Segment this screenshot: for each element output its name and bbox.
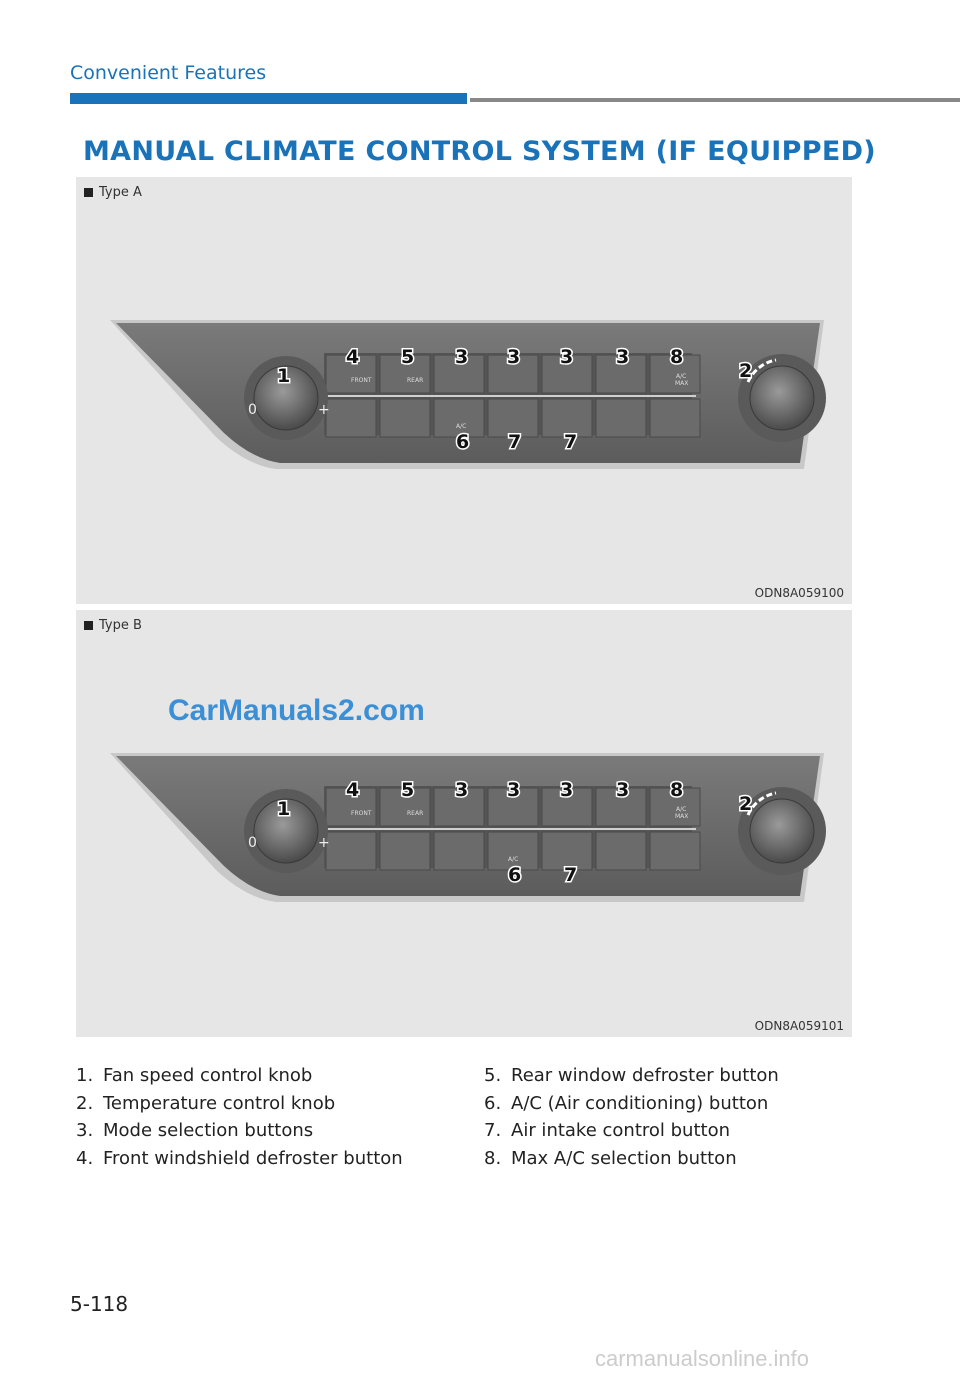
image-code: ODN8A059100	[754, 586, 844, 600]
callout-number: 7	[508, 431, 522, 453]
callout-number: 6	[456, 431, 470, 453]
ac-button-label: A/C	[508, 856, 519, 863]
front-defrost-button-label: FRONT	[351, 377, 372, 384]
fan-knob-zero-mark: 0	[248, 402, 257, 418]
ac-max-button-label-2: MAX	[675, 380, 689, 387]
image-code: ODN8A059101	[754, 1019, 844, 1033]
callout-number: 5	[401, 779, 415, 801]
callout-number: 3	[616, 779, 630, 801]
ac-button-label: A/C	[456, 423, 467, 430]
callout-number: 3	[455, 346, 469, 368]
watermark-text: CarManuals2.com	[168, 694, 425, 727]
fan-knob-plus-mark: +	[318, 402, 330, 418]
climate-panel-illustration	[76, 177, 852, 604]
page-heading: MANUAL CLIMATE CONTROL SYSTEM (IF EQUIPPED)	[83, 136, 876, 167]
callout-number: 3	[455, 779, 469, 801]
footer-site-watermark: carmanualsonline.info	[595, 1346, 810, 1371]
header-rule-gray	[470, 98, 960, 102]
legend-item: 1. Fan speed control knob	[76, 1065, 313, 1086]
callout-number: 2	[739, 793, 753, 815]
callout-number: 6	[508, 864, 522, 886]
callout-number: 1	[277, 798, 291, 820]
callout-number: 2	[739, 360, 753, 382]
callout-number: 3	[616, 346, 630, 368]
legend-item: 8. Max A/C selection button	[484, 1147, 737, 1169]
callout-number: 4	[346, 346, 360, 368]
figure-type-a	[76, 177, 852, 604]
callout-number: 8	[670, 346, 684, 368]
fan-knob-zero-mark: 0	[248, 835, 257, 851]
figure-type-text: Type B	[99, 618, 142, 633]
fan-knob-plus-mark: +	[318, 835, 330, 851]
callout-number: 7	[564, 431, 578, 453]
callout-number: 8	[670, 779, 684, 801]
callout-number: 3	[560, 346, 574, 368]
front-defrost-button-label: FRONT	[351, 810, 372, 817]
figure-type-text: Type A	[99, 185, 142, 200]
legend-item: 7. Air intake control button	[484, 1120, 730, 1141]
ac-max-button-label-2: MAX	[675, 813, 689, 820]
legend-item: 2. Temperature control knob	[76, 1092, 336, 1114]
callout-number: 4	[346, 779, 360, 801]
callout-number: 5	[401, 346, 415, 368]
legend-item: 3. Mode selection buttons	[76, 1120, 314, 1141]
callout-number: 3	[560, 779, 574, 801]
callout-number: 1	[277, 365, 291, 387]
callout-number: 3	[507, 779, 521, 801]
header-rule-accent	[70, 93, 467, 104]
legend-list-right	[484, 1062, 779, 1172]
temperature-knob	[750, 366, 814, 430]
legend-list-left	[76, 1062, 403, 1172]
rear-defrost-button-label: REAR	[407, 377, 424, 384]
figure-type-b	[76, 610, 852, 1037]
legend-item: 4. Front windshield defroster button	[76, 1147, 403, 1169]
rear-defrost-button-label: REAR	[407, 810, 424, 817]
legend-item: 6. A/C (Air conditioning) button	[484, 1092, 769, 1114]
callout-number: 7	[564, 864, 578, 886]
climate-panel-illustration	[76, 610, 852, 1037]
ac-max-button-label-1: A/C	[676, 806, 687, 813]
section-title: Convenient Features	[70, 62, 267, 84]
temperature-knob	[750, 799, 814, 863]
ac-max-button-label-1: A/C	[676, 373, 687, 380]
page-number: 5-118	[70, 1292, 129, 1316]
legend-item: 5. Rear window defroster button	[484, 1065, 779, 1086]
callout-number: 3	[507, 346, 521, 368]
